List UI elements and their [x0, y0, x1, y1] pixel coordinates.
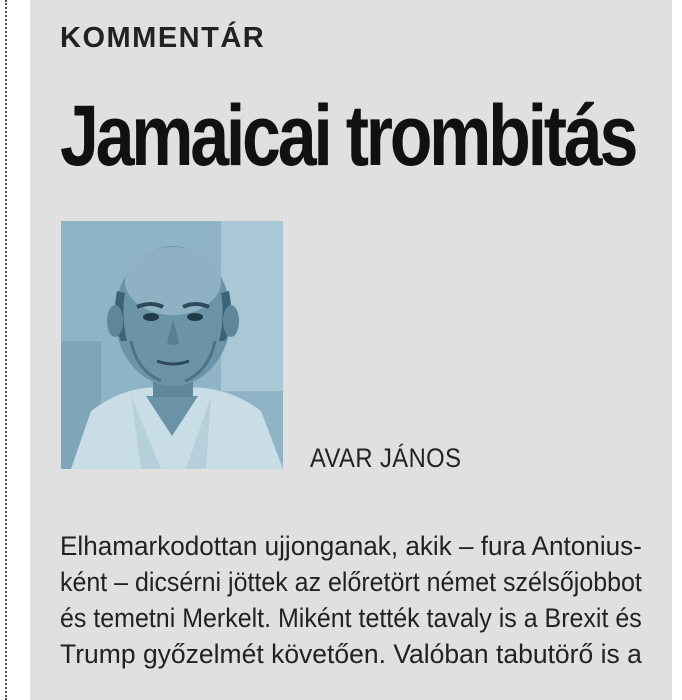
body-line: Elhamarkodottan ujjonganak, akik – fura Antonius- — [60, 531, 642, 561]
article-panel — [30, 0, 672, 700]
body-line: és temetni Merkelt. Miként tették tavaly is a Brexit és — [60, 603, 642, 633]
author-photo — [61, 221, 283, 469]
article-body — [60, 528, 642, 672]
author-byline: AVAR JÁNOS — [310, 443, 462, 473]
portrait-photo-icon — [61, 221, 283, 469]
body-line: Trump győzelmét követően. Valóban tabutörő is a — [60, 639, 642, 669]
headline: Jamaicai trombitás — [60, 88, 636, 184]
section-label: KOMMENTÁR — [60, 22, 266, 54]
column-divider — [5, 0, 7, 700]
body-line: ként – dicsérni jöttek az előretört német szélsőjobbot — [60, 567, 642, 597]
